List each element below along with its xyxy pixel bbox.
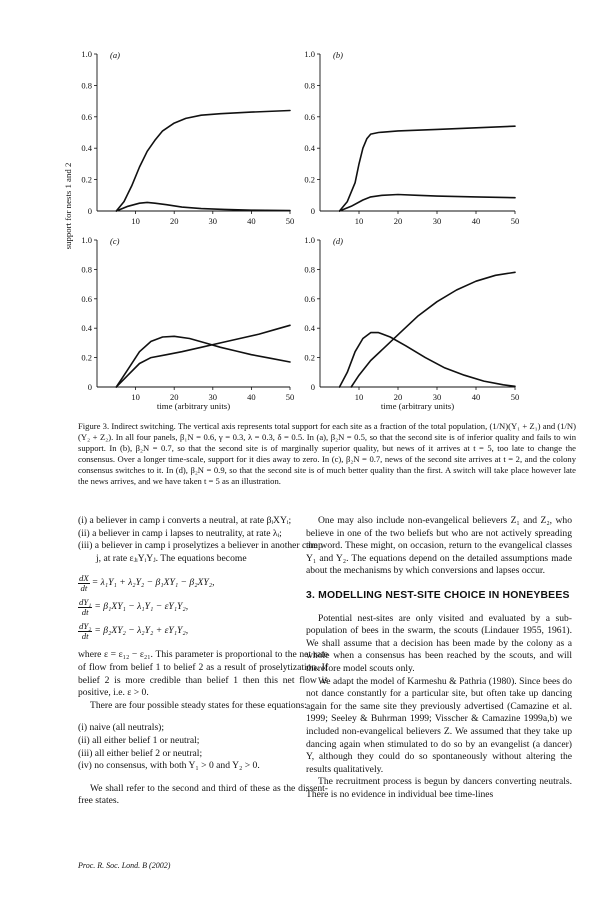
equation-dy2 bbox=[78, 619, 328, 643]
x-tick-label: 30 bbox=[432, 392, 442, 402]
x-tick-label: 50 bbox=[285, 216, 295, 226]
x-tick-label: 40 bbox=[247, 216, 256, 226]
panel-label: (d) bbox=[333, 236, 343, 246]
x-axis-label: time (arbitrary units) bbox=[156, 401, 231, 411]
x-tick-label: 10 bbox=[354, 392, 364, 402]
y-tick-label: 0.2 bbox=[81, 352, 92, 363]
y-tick-label: 0 bbox=[87, 382, 92, 392]
x-tick-label: 40 bbox=[471, 216, 481, 226]
y-tick-label: 0.6 bbox=[81, 293, 92, 304]
series-line bbox=[116, 111, 290, 212]
x-tick-label: 10 bbox=[354, 216, 364, 226]
x-tick-label: 30 bbox=[432, 216, 442, 226]
list-item: (i) naive (all neutrals); bbox=[78, 722, 165, 734]
y-tick-label: 0.6 bbox=[304, 293, 315, 304]
x-tick-label: 40 bbox=[247, 392, 256, 402]
panel-label: (a) bbox=[110, 50, 120, 60]
eq2-rhs: = β₁XY₁ − λ₁Y₁ − εY₁Y₂, bbox=[94, 601, 189, 613]
panel-label: (c) bbox=[110, 236, 120, 246]
y-tick-label: 0.8 bbox=[81, 80, 92, 91]
y-tick-label: 1.0 bbox=[81, 49, 92, 59]
equations bbox=[78, 571, 328, 643]
y-tick-label: 0.4 bbox=[81, 323, 92, 334]
y-tick-label: 0.8 bbox=[304, 80, 315, 91]
list-steady-states bbox=[78, 722, 328, 772]
eq1-numerator: dX bbox=[79, 572, 89, 583]
x-tick-label: 20 bbox=[169, 216, 179, 226]
y-tick-label: 1.0 bbox=[304, 49, 315, 59]
paragraph: Potential nest-sites are only visited and evaluated by a sub-population of bees in the swarm, the scouts (Lindauer 1955, 1961). We shall assume that a decision has been made by the colony as a whole when a consensus has been reached by the scouts, and will therefore model scouts only. bbox=[306, 612, 572, 674]
y-tick-label: 0.4 bbox=[304, 143, 315, 154]
paragraph: The recruitment process is begun by dancers converting neutrals. There is no evidence in individual bee time-lines bbox=[306, 776, 572, 800]
y-tick-label: 0.6 bbox=[304, 111, 315, 122]
figure-caption: Figure 3. Indirect switching. The vertical axis represents total support for each site as a fraction of the total population, (1/N)(Y₁ + Z₁) and (1/N)(Y₂ + Z₂). In all four panels, β₁N = 0.6, γ = 0.3, λ = 0.3, δ = 0.5. In (a), β₂N = 0.5, so that the second site is of inferior quality and fails to win support. In (b), β₂N = 0.7, so that the second site is of marginally superior quality, but news of it arrives at t = 5, too late to change the consensus. Over a longer time-scale, support for it dies away to zero. In (c), β₂N = 0.7, news of the second site arrives at t = 2, and the colony consensus switches to it. In (d), β₂N = 0.9, so that the second site is of much better quality than the first. A switch will take place however late the news arrives, and we have taken t = 5 as an illustration. bbox=[78, 421, 576, 487]
x-tick-label: 30 bbox=[208, 392, 218, 402]
y-tick-label: 0.2 bbox=[81, 174, 92, 185]
y-tick-label: 0.2 bbox=[304, 352, 315, 363]
x-axis-label: time (arbitrary units) bbox=[380, 401, 455, 411]
x-tick-label: 50 bbox=[510, 392, 520, 402]
y-tick-label: 0.2 bbox=[304, 174, 315, 185]
equation-dy1 bbox=[78, 595, 328, 619]
list-conversion-rules bbox=[78, 515, 328, 565]
eq1-denominator: dt bbox=[80, 582, 88, 593]
x-tick-label: 20 bbox=[393, 216, 403, 226]
y-tick-label: 1.0 bbox=[304, 235, 315, 245]
x-tick-label: 40 bbox=[471, 392, 481, 402]
journal-footer: Proc. R. Soc. Lond. B (2002) bbox=[78, 861, 171, 870]
y-tick-label: 1.0 bbox=[81, 235, 92, 245]
series-line bbox=[351, 272, 515, 387]
paragraph: One may also include non-evangelical believers Z₁ and Z₂, who believe in one of the two beliefs but who are not actively spreading the word. These might, on occasion, return to the evangelical classes Y₁ and Y₂. The equations depend on the detailed assumptions made about the mechanisms by which conversions and lapses occur. bbox=[306, 515, 572, 577]
y-tick-label: 0.4 bbox=[304, 323, 315, 334]
paragraph: We shall refer to the second and third of these as the dissent-free states. bbox=[78, 782, 328, 807]
series-line bbox=[116, 202, 290, 211]
eq2-numerator: dY₁ bbox=[79, 596, 92, 607]
paragraph: where ε = ε₁₂ − ε₂₁. This parameter is proportional to the net rate of flow from belief 1 to belief 2 as a result of proselytization. If belief 2 is more credible than belief 1 then this net flow is positive, i.e. ε > 0. bbox=[78, 649, 328, 699]
x-tick-label: 20 bbox=[393, 392, 403, 402]
section-heading: 3. MODELLING NEST-SITE CHOICE IN HONEYBEES bbox=[306, 589, 570, 601]
list-item: (iii) a believer in camp i proselytizes a believer in another camp j, at rate εⱼᵢYᵢYⱼ. The equations become bbox=[78, 540, 323, 564]
x-tick-label: 20 bbox=[169, 392, 179, 402]
y-tick-label: 0 bbox=[310, 382, 315, 392]
eq3-denominator: dt bbox=[81, 630, 89, 641]
x-tick-label: 10 bbox=[131, 392, 140, 402]
y-axis-label: support for nests 1 and 2 bbox=[63, 162, 73, 250]
series-line bbox=[116, 325, 290, 387]
right-column bbox=[306, 515, 572, 801]
eq3-rhs: = β₂XY₂ − λ₂Y₂ + εY₁Y₂, bbox=[94, 625, 189, 637]
eq2-denominator: dt bbox=[81, 606, 89, 617]
y-tick-label: 0 bbox=[310, 206, 315, 216]
series-line bbox=[340, 333, 516, 387]
x-tick-label: 30 bbox=[208, 216, 218, 226]
panel-label: (b) bbox=[333, 50, 343, 60]
list-item: (iv) no consensus, with both Y₁ > 0 and Y₂ > 0. bbox=[78, 760, 260, 772]
y-tick-label: 0 bbox=[87, 206, 92, 216]
equation-dx bbox=[78, 571, 328, 595]
list-item: (ii) all either belief 1 or neutral; bbox=[78, 734, 200, 746]
x-tick-label: 50 bbox=[510, 216, 520, 226]
y-tick-label: 0.4 bbox=[81, 143, 92, 154]
paragraph: There are four possible steady states for these equations: bbox=[90, 699, 307, 711]
y-tick-label: 0.6 bbox=[81, 111, 92, 122]
figure-3 bbox=[0, 0, 600, 420]
series-line bbox=[340, 195, 516, 212]
eq1-rhs: = λ₁Y₁ + λ₂Y₂ − β₁XY₁ − β₂XY₂, bbox=[91, 577, 215, 589]
list-item: (ii) a believer in camp i lapses to neutrality, at rate λᵢ; bbox=[78, 527, 282, 539]
left-column bbox=[78, 515, 328, 808]
y-tick-label: 0.8 bbox=[81, 264, 92, 275]
list-item: (i) a believer in camp i converts a neutral, at rate βᵢXYᵢ; bbox=[78, 515, 292, 526]
x-tick-label: 10 bbox=[131, 216, 140, 226]
paragraph: We adapt the model of Karmeshu & Pathria (1980). Since bees do not dance constantly for a particular site, but often take up dancing again for the same site they previously advertised (Camazine et al. 1999; Seeley & Buhrman 1999; Visscher & Camazine 1999a,b) we included non-evangelical believers Z. We assumed that they take up dancing again when stimulated to do so by an evangelist (a dancer) Y, although they could do so spontaneously without altering the results qualitatively. bbox=[306, 675, 572, 775]
eq3-numerator: dY₂ bbox=[79, 620, 92, 631]
x-tick-label: 50 bbox=[285, 392, 295, 402]
y-tick-label: 0.8 bbox=[304, 264, 315, 275]
list-item: (iii) all either belief 2 or neutral; bbox=[78, 747, 203, 759]
